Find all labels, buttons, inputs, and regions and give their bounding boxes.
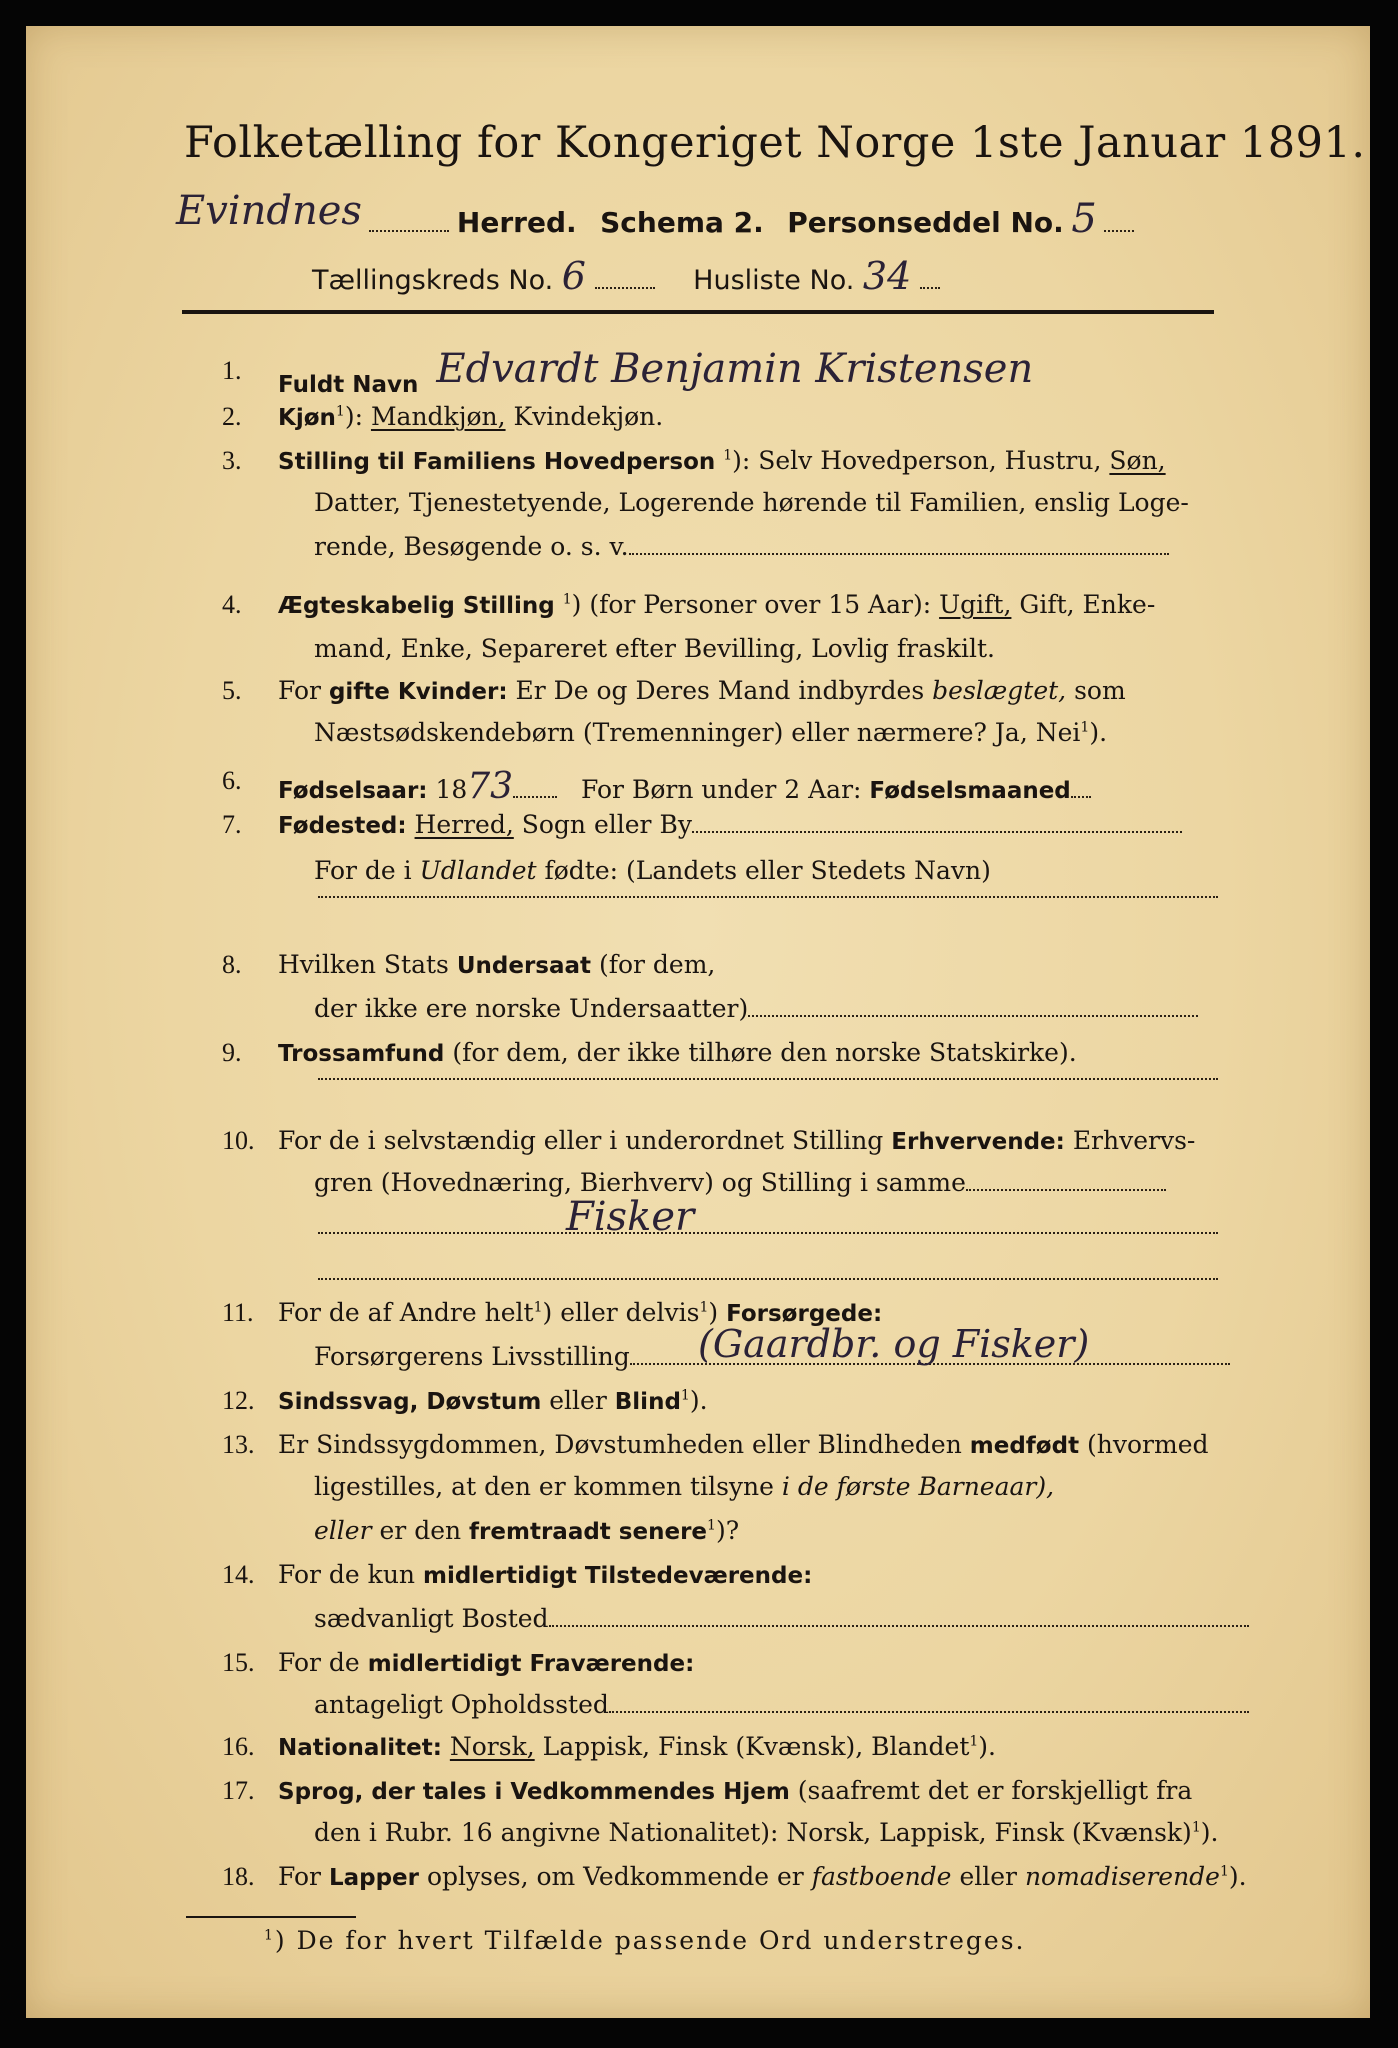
congenital-bold: medfødt <box>969 1433 1080 1459</box>
item-7-birthplace <box>278 810 1182 839</box>
birth-year-value: 73 <box>467 766 514 807</box>
congenital-end: (hvormed <box>1087 1430 1209 1459</box>
stay-place-label: antageligt Opholdssted <box>314 1690 609 1719</box>
abroad-rest: fødte: (Landets eller Stedets Navn) <box>544 856 991 885</box>
item-number: 11. <box>222 1298 254 1327</box>
congenital-line3-end: )? <box>715 1516 740 1545</box>
item-1-full-name <box>278 346 1034 402</box>
item-6-birth-year <box>278 766 1091 807</box>
footnote-rule <box>186 1916 356 1918</box>
occupation-blank-line <box>318 1278 1218 1280</box>
gender-option-male: Mandkjøn, <box>370 402 506 431</box>
item-5-married-women <box>278 676 1126 705</box>
temp-present-bold: midlertidigt Tilstedeværende: <box>422 1563 813 1589</box>
abroad-pre: For de i <box>314 856 412 885</box>
personseddel-label: Personseddel No. <box>787 206 1064 239</box>
item-18-lapps: For Lapper oplyses, om Vedkommende er fastboende eller nomadiserende$^1$). <box>278 1862 1247 1891</box>
item-13-congenital <box>278 1430 1209 1459</box>
q5-line2: Næstsødskendebørn (Tremenninger) eller nærmere? Ja, Nei <box>314 718 1081 747</box>
item-number: 1. <box>222 356 242 385</box>
item-11-supported: For de af Andre helt$^1$) eller delvis$^1$) Forsørgede: <box>278 1298 883 1327</box>
religion-blank-line <box>318 1078 1218 1080</box>
family-position-options: Selv Hovedperson, Hustru, <box>758 446 1102 475</box>
stay-place-line <box>314 1690 1249 1719</box>
citizenship-line2 <box>314 994 1198 1023</box>
supported-pre: For de af Andre helt <box>278 1298 534 1327</box>
item-12-disability: Sindssvag, Døvstum eller Blind$^1$). <box>278 1386 708 1415</box>
family-position-line3 <box>314 532 1169 561</box>
header-rule <box>182 310 1214 314</box>
item-number: 6. <box>222 766 242 795</box>
religion-rest: (for dem, der ikke tilhøre den norske Statskirke). <box>452 1038 1077 1067</box>
herred-value: Evindnes <box>176 188 362 234</box>
marital-status-condition: (for Personer over 15 Aar): <box>589 590 932 619</box>
nationality-bold: Nationalitet: <box>278 1735 442 1761</box>
occupation-answer-line <box>318 1232 1218 1234</box>
item-10-occupation <box>278 1126 1195 1155</box>
citizenship-rest: (for dem, <box>598 950 716 979</box>
item-number: 10. <box>222 1126 255 1155</box>
marital-status-label: Ægteskabelig Stilling <box>278 593 555 619</box>
congenital-line3-italic: eller <box>314 1516 372 1545</box>
birthplace-abroad <box>314 856 991 885</box>
birthplace-options: Sogn eller By <box>521 810 692 839</box>
congenital-line3: eller er den fremtraadt senere$^1$)? <box>314 1516 740 1545</box>
birthplace-label: Fødested: <box>278 813 407 839</box>
gender-option-female: Kvindekjøn. <box>513 402 664 431</box>
language-line2-text: den i Rubr. 16 angivne Nationalitet): Norsk, Lappisk, Finsk (Kvænsk) <box>314 1818 1192 1847</box>
lapps-or: eller <box>959 1862 1017 1891</box>
religion-bold: Trossamfund <box>278 1041 445 1067</box>
item-number: 17. <box>222 1776 255 1805</box>
item-17-language <box>278 1776 1192 1805</box>
q5-pre: For <box>278 676 321 705</box>
kreds-label: Tællingskreds No. <box>312 265 554 296</box>
occupation-line2 <box>314 1168 1166 1197</box>
birth-month-condition: For Børn under 2 Aar: <box>581 775 862 804</box>
supported-bold: Forsørgede: <box>726 1301 883 1327</box>
citizenship-line2-text: der ikke ere norske Undersaatter) <box>314 994 749 1023</box>
item-number: 14. <box>222 1560 255 1589</box>
lapps-bold: Lapper <box>328 1865 419 1891</box>
citizenship-pre: Hvilken Stats <box>278 950 449 979</box>
q5-italic: beslægtet, <box>932 676 1067 705</box>
item-number: 13. <box>222 1430 255 1459</box>
item-number: 5. <box>222 676 242 705</box>
item-16-nationality: Nationalitet: Norsk, Lappisk, Finsk (Kvænsk), Blandet$^1$). <box>278 1732 996 1761</box>
birth-year-label: Fødselsaar: <box>278 778 428 804</box>
citizenship-bold: Undersaat <box>456 953 592 979</box>
husliste-label: Husliste No. <box>693 265 855 296</box>
family-position-line2: Datter, Tjenestetyende, Logerende hørende til Familien, enslig Loge- <box>314 488 1189 517</box>
full-name-label: Fuldt Navn <box>278 372 419 398</box>
occupation-line2-text: gren (Hovednæring, Bierhverv) og Stilling i samme <box>314 1168 966 1197</box>
item-number: 18. <box>222 1862 255 1891</box>
occupation-bold: Erhvervende: <box>891 1129 1065 1155</box>
family-position-label: Stilling til Familiens Hovedperson <box>278 449 716 475</box>
congenital-line2-text: ligestilles, at den er kommen tilsyne <box>314 1472 774 1501</box>
q5-end: som <box>1074 676 1126 705</box>
birthplace-selected: Herred, <box>414 810 514 839</box>
temp-absent-bold: midlertidigt Fraværende: <box>367 1651 695 1677</box>
footnote-text: De for hvert Tilfælde passende Ord understreges. <box>296 1926 1026 1955</box>
usual-residence-line <box>314 1604 1249 1633</box>
husliste-value: 34 <box>862 254 912 298</box>
disability-mid: eller <box>549 1386 607 1415</box>
nationality-selected: Norsk, <box>449 1732 535 1761</box>
lapps-italic1: fastboende <box>811 1862 952 1891</box>
footnote: $^1$) De for hvert Tilfælde passende Ord understreges. <box>264 1926 1026 1955</box>
congenital-line3-bold: fremtraadt senere <box>469 1519 708 1545</box>
item-number: 8. <box>222 950 242 979</box>
temp-absent-pre: For de <box>278 1648 360 1677</box>
married-women-line2: Næstsødskendebørn (Tremenninger) eller nærmere? Ja, Nei$^1$). <box>314 718 1108 747</box>
birthplace-blank-line <box>318 896 1218 898</box>
kreds-line <box>312 254 940 298</box>
congenital-pre: Er Sindssygdommen, Døvstumheden eller Blindheden <box>278 1430 962 1459</box>
family-position-selected: Søn, <box>1109 446 1166 475</box>
nationality-options: Lappisk, Finsk (Kvænsk), Blandet <box>542 1732 970 1761</box>
family-position-line3-text: rende, Besøgende o. s. v. <box>314 532 629 561</box>
herred-line <box>176 188 1134 242</box>
item-number: 7. <box>222 810 242 839</box>
occupation-answer: Fisker <box>566 1194 695 1240</box>
item-number: 3. <box>222 446 242 475</box>
item-2-gender: Kjøn$^1$): Mandkjøn, Kvindekjøn. <box>278 402 664 431</box>
disability-bold: Sindssvag, Døvstum <box>278 1389 542 1415</box>
kreds-value: 6 <box>561 254 586 298</box>
supported-mid: eller delvis <box>560 1298 700 1327</box>
form-title: Folketælling for Kongeriget Norge 1ste Januar 1891. <box>184 118 1366 168</box>
usual-residence-label: sædvanligt Bosted <box>314 1604 549 1633</box>
item-number: 16. <box>222 1732 255 1761</box>
full-name-answer: Edvardt Benjamin Kristensen <box>436 346 1034 392</box>
temp-present-pre: For de kun <box>278 1560 416 1589</box>
congenital-line2 <box>314 1472 1054 1501</box>
item-4-marital-status: Ægteskabelig Stilling $^1$) (for Personer over 15 Aar): Ugift, Gift, Enke- <box>278 590 1156 619</box>
gender-label: Kjøn <box>278 405 336 431</box>
occupation-end: Erhvervs- <box>1072 1126 1196 1155</box>
item-number: 12. <box>222 1386 255 1415</box>
item-3-family-position: Stilling til Familiens Hovedperson $^1$): Selv Hovedperson, Hustru, Søn, <box>278 446 1166 475</box>
item-9-religion <box>278 1038 1077 1067</box>
occupation-pre: For de i selvstændig eller i underordnet Stilling <box>278 1126 884 1155</box>
disability-bold2: Blind <box>614 1389 681 1415</box>
congenital-line2-italic: i de første Barneaar), <box>781 1472 1055 1501</box>
item-number: 2. <box>222 402 242 431</box>
birth-year-prefix: 18 <box>435 775 468 804</box>
marital-status-selected: Ugift, <box>939 590 1012 619</box>
q5-text: Er De og Deres Mand indbyrdes <box>515 676 925 705</box>
item-14-temporary-present <box>278 1560 812 1589</box>
item-number: 15. <box>222 1648 255 1677</box>
lapps-pre: For <box>278 1862 321 1891</box>
marital-status-line2: mand, Enke, Separeret efter Bevilling, Lovlig fraskilt. <box>314 634 995 663</box>
language-rest: (saafremt det er forskjelligt fra <box>797 1776 1193 1805</box>
lapps-mid: oplyses, om Vedkommende er <box>426 1862 804 1891</box>
congenital-line3-text: er den <box>379 1516 462 1545</box>
item-8-citizenship <box>278 950 715 979</box>
lapps-italic2: nomadiserende <box>1024 1862 1220 1891</box>
supporter-label: Forsørgerens Livsstilling <box>314 1342 630 1371</box>
footnote-ref: 1 <box>335 403 345 420</box>
supporter-answer: (Gaardbr. og Fisker) <box>698 1322 1090 1366</box>
personseddel-value: 5 <box>1071 196 1097 242</box>
census-form-sheet <box>26 26 1370 2018</box>
item-number: 9. <box>222 1038 242 1067</box>
schema-label: Schema 2. <box>600 206 764 239</box>
item-15-temporary-absent <box>278 1648 694 1677</box>
birth-month-label: Fødselsmaaned <box>869 778 1071 804</box>
item-number: 4. <box>222 590 242 619</box>
marital-status-options: Gift, Enke- <box>1019 590 1156 619</box>
language-line2: den i Rubr. 16 angivne Nationalitet): Norsk, Lappisk, Finsk (Kvænsk)$^1$). <box>314 1818 1219 1847</box>
language-bold: Sprog, der tales i Vedkommendes Hjem <box>278 1779 790 1805</box>
q5-bold: gifte Kvinder: <box>328 679 508 705</box>
herred-label: Herred. <box>456 206 577 239</box>
abroad-italic: Udlandet <box>419 856 537 885</box>
